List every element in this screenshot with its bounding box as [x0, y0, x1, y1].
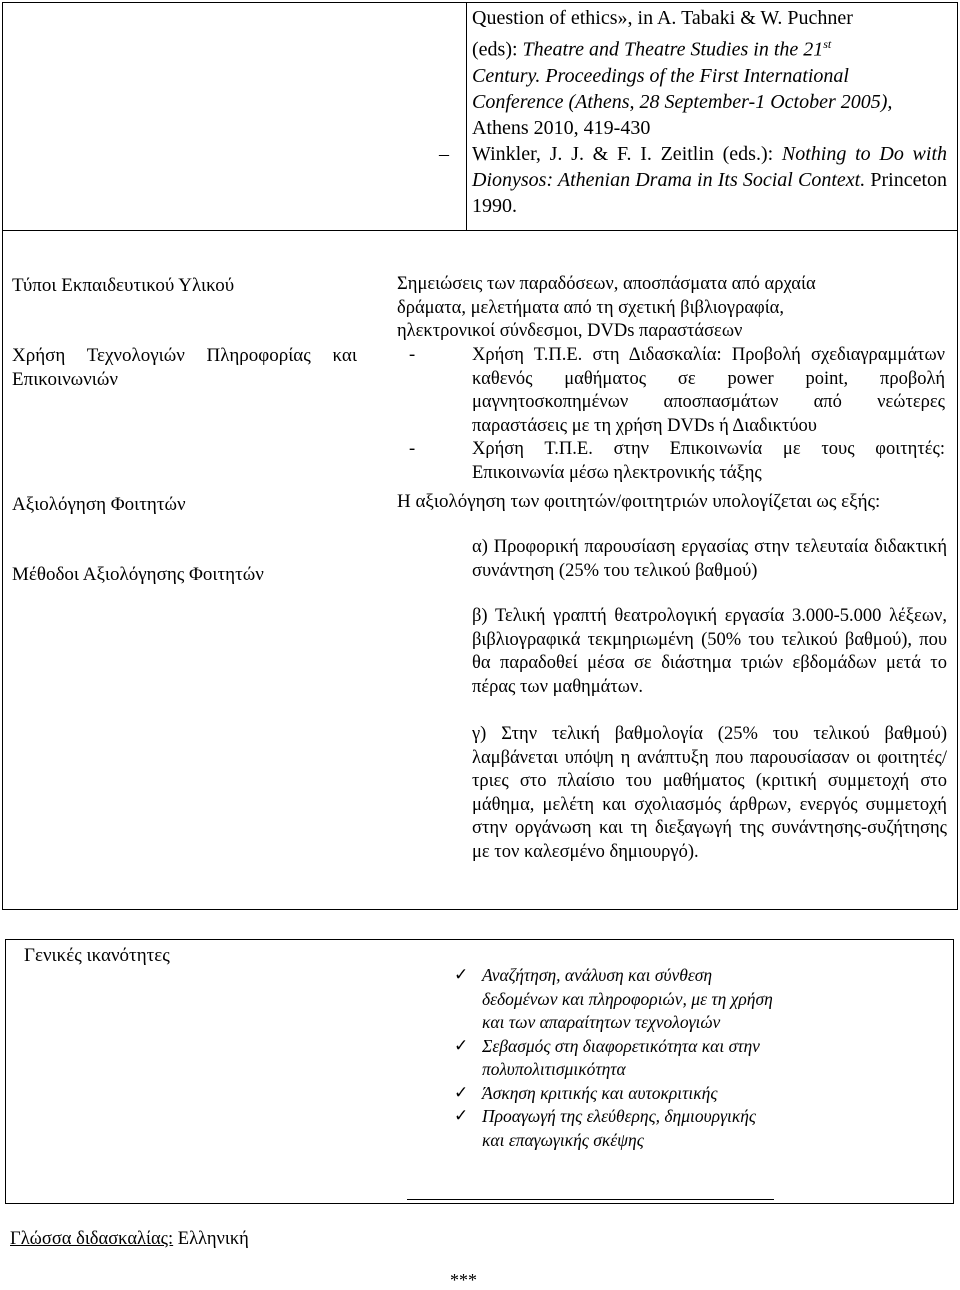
table-left-border: [2, 2, 3, 910]
table-column-divider: [466, 2, 467, 231]
label-educational-materials: Τύποι Εκπαιδευτικού Υλικού: [12, 275, 235, 296]
teaching-language-value: Ελληνική: [173, 1229, 249, 1249]
general-skills-label: Γενικές ικανότητες: [24, 945, 170, 966]
assessment-method-b: β) Τελική γραπτή θεατρολογική εργασία 3.000-5.000 λέξεων, βιβλιογραφικά τεκμηριωμένη (50% του τελικού βαθμού), που θα παραδοθεί μέσα σε διάστημα τριών εβδομάδων μετά το πέρας των μαθημάτων.: [472, 606, 947, 697]
table-bottom-border: [2, 909, 958, 910]
table-right-border: [957, 2, 958, 910]
skills-box-left: [5, 939, 6, 1204]
assessment-text: Η αξιολόγηση των φοιτητών/φοιτητριών υπολογίζεται ως εξής:: [397, 491, 881, 512]
educational-materials-text: Σημειώσεις των παραδόσεων, αποσπάσματα από αρχαία δράματα, μελετήματα από τη σχετική βιβλιογραφία, ηλεκτρονικοί σύνδεσμοι, DVDs παραστάσεων: [397, 274, 816, 341]
table-top-border: [2, 2, 958, 3]
skills-underline: [407, 1199, 774, 1200]
skills-box-bottom: [5, 1203, 954, 1204]
teaching-language-label: Γλώσσα διδασκαλίας:: [10, 1229, 174, 1249]
section-separator-stars: ***: [450, 1270, 477, 1290]
check-icon: ✓: [454, 1035, 469, 1056]
table-row-divider: [2, 230, 958, 231]
skills-checklist: [454, 964, 774, 1152]
skill-item: ✓ Σεβασμός στη διαφορετικότητα και στην πολυπολιτισμικότητα: [454, 1035, 760, 1079]
check-icon: ✓: [454, 1082, 469, 1103]
ict-bullet-teaching: - Χρήση Τ.Π.Ε. στη Διδασκαλία: Προβολή σχεδιαγραμμάτων καθενός μαθήματος σε power point, προβολή μαγνητοσκοπημένων αποσπασμάτων από νεώτερες παραστάσεις με τη χρήση DVDs ή Διαδικτύου: [409, 345, 945, 436]
skills-box-right: [953, 939, 954, 1204]
label-student-assessment: Αξιολόγηση Φοιτητών: [12, 494, 186, 515]
label-ict-usage: Χρήση Τεχνολογιών Πληροφορίας και Επικοινωνιών: [12, 345, 357, 390]
label-assessment-methods: Μέθοδοι Αξιολόγησης Φοιτητών: [12, 564, 264, 585]
reference-item: – Winkler, J. J. & F. I. Zeitlin (eds.): Nothing to Do with Dionysos: Athenian Drama in Its Social Context. Princeton 1990.: [439, 142, 948, 217]
ict-bullet-communication: - Χρήση Τ.Π.Ε. στην Επικοινωνία με τους φοιτητές: Επικοινωνία μέσω ηλεκτρονικής τάξης: [409, 439, 945, 483]
skills-box-top: [5, 939, 954, 940]
check-icon: ✓: [454, 1106, 469, 1126]
assessment-method-c: γ) Στην τελική βαθμολογία (25% του τελικού βαθμού) λαμβάνεται υπόψη η ανάπτυξη που παρουσίασαν οι φοιτητές/τριες στο πλαίσιο του μαθήματος (κριτική συμμετοχή στο μάθημα, μελέτη και σχολιασμός άρθρων, ενεργός συμμετοχή στην οργάνωση και τη διεξαγωγή της συνάντησης-συζήτησης με τον καλεσμένο δημιουργό).: [472, 724, 947, 862]
dash-bullet: –: [439, 142, 449, 165]
reference-item: Question of ethics», in A. Tabaki & W. Puchner (eds): Theatre and Theatre Studies in the 21st Century. Proceedings of the First International Conference (Athens, 28 September-1 October 2005), Athens 2010, 419-430: [472, 7, 893, 139]
reference-list: [439, 5, 948, 219]
assessment-method-a: α) Προφορική παρουσίαση εργασίας στην τελευταία διδακτική συνάντηση (25% του τελικού βαθμού): [472, 537, 947, 581]
ict-bullet-list: [397, 344, 945, 485]
skill-item: ✓ Άσκηση κριτικής και αυτοκριτικής: [454, 1082, 774, 1106]
skill-item: ✓ Προαγωγή της ελεύθερης, δημιουργικής και επαγωγικής σκέψης: [454, 1106, 757, 1150]
teaching-language: [10, 1227, 249, 1251]
skill-item: ✓ Αναζήτηση, ανάλυση και σύνθεση δεδομένων και πληροφοριών, με τη χρήση και των απαραίτητων τεχνολογιών: [454, 965, 773, 1032]
check-icon: ✓: [454, 965, 469, 985]
